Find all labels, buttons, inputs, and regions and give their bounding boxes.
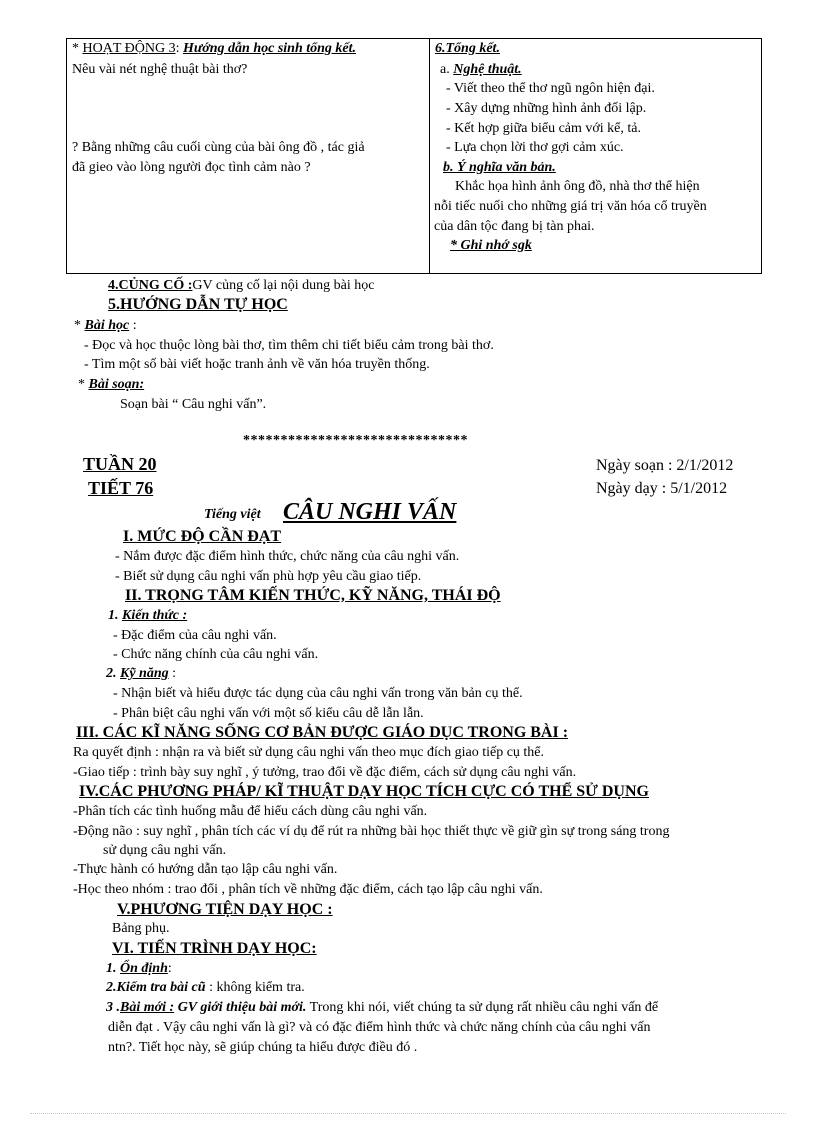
lesson-number: TIẾT 76 [88,478,154,498]
section3-title: III. CÁC KĨ NĂNG SỐNG CƠ BẢN ĐƯỢC GIÁO DỤC TRONG BÀI : [76,724,569,741]
meaning-line: của dân tộc đang bị tàn phai. [434,219,595,234]
art-prefix: a. [440,62,454,77]
prepare-heading [78,376,144,394]
step1-num: 1. [106,961,120,976]
step3-line1 [106,999,658,1017]
skill-label: Kỹ năng [120,666,169,681]
knowledge-heading [108,607,187,625]
prepare-label: Bài soạn: [88,377,145,392]
step2-label: 2.Kiểm tra bài cũ [106,980,206,995]
date-taught: Ngày dạy : 5/1/2012 [596,480,728,497]
skill-num: 2. [106,666,120,681]
table-column-divider [429,39,430,273]
skill-item: - Nhận biết và hiểu được tác dụng của câu nghi vấn trong văn bản cụ thể. [113,686,523,701]
art-item: - Xây dựng những hình ảnh đối lập. [446,101,647,116]
activity-colon: : [175,41,183,56]
meaning-line: Khắc họa hình ảnh ông đồ, nhà thơ thể hiện [455,179,700,194]
homework-prefix: * [74,318,85,333]
activity-heading [72,40,356,58]
question-art: Nêu vài nét nghệ thuật bài thơ? [72,62,248,77]
consolidate [108,277,375,295]
step3-line3: ntn?. Tiết học này, sẽ giúp chúng ta hiểu được điều đó . [108,1040,418,1055]
knowledge-num: 1. [108,608,122,623]
section4-item: -Phân tích các tình huống mẫu để hiểu cách dùng câu nghi vấn. [73,804,428,819]
page-footer-dotted-line [30,1113,786,1114]
homework-item: - Tìm một số bài viết hoặc tranh ảnh về văn hóa truyền thống. [84,357,430,372]
remember-note: * Ghi nhớ sgk [450,238,532,253]
step3-label: Bài mới : [120,1000,175,1015]
section5-title: V.PHƯƠNG TIỆN DẠY HỌC : [117,901,333,918]
consolidate-text: GV củng cố lại nội dung bài học [192,278,375,293]
question-feeling-line2: đã gieo vào lòng người đọc tình cảm nào ? [72,160,311,175]
section1-item: - Biết sử dụng câu nghi vấn phù hợp yêu cầu giao tiếp. [115,569,422,584]
self-study-heading: 5.HƯỚNG DẪN TỰ HỌC [108,296,288,313]
skill-item: - Phân biệt câu nghi vấn với một số kiểu câu dễ lẫn lẫn. [113,706,424,721]
art-heading [440,61,522,79]
knowledge-item: - Đặc điểm của câu nghi vấn. [113,628,277,643]
section1-item: - Nắm được đặc điểm hình thức, chức năng của câu nghi vấn. [115,549,460,564]
date-prepared: Ngày soạn : 2/1/2012 [596,457,734,474]
section6-title: VI. TIẾN TRÌNH DẠY HỌC: [112,940,317,957]
knowledge-label: Kiến thức : [122,608,188,623]
summary-heading: 6.Tổng kết. [435,41,500,56]
section5-text: Bảng phụ. [112,921,170,936]
activity-title: Hướng dẫn học sinh tổng kết. [182,41,357,56]
section4-item: -Động não : suy nghĩ , phân tích các ví dụ để rút ra những bài học thiết thực về giữ gìn sự trong sáng trong [73,824,670,839]
homework-colon: : [129,318,137,333]
section2-title: II. TRỌNG TÂM KIẾN THỨC, KỸ NĂNG, THÁI ĐỘ [125,587,501,604]
step1-colon: : [167,961,172,976]
art-item: - Kết hợp giữa biểu cảm với kể, tả. [446,121,642,136]
section4-title: IV.CÁC PHƯƠNG PHÁP/ KĨ THUẬT DẠY HỌC TÍCH CỰC CÓ THỂ SỬ DỤNG [79,783,649,800]
step2-text: : không kiểm tra. [205,980,305,995]
step3-intro: GV giới thiệu bài mới. [174,1000,307,1015]
art-item: - Lựa chọn lời thơ gợi cảm xúc. [446,140,624,155]
section1-title: I. MỨC ĐỘ CẦN ĐẠT [123,528,282,545]
art-title: Nghệ thuật. [453,62,522,77]
activity-label: HOẠT ĐỘNG 3 [82,41,176,56]
homework-item: - Đọc và học thuộc lòng bài thơ, tìm thêm chi tiết biểu cảm trong bài thơ. [84,338,494,353]
step2 [106,979,305,997]
question-feeling-line1: ? Bằng những câu cuối cùng của bài ông đồ , tác giả [72,140,365,155]
lesson-title: CÂU NGHI VẤN [283,499,457,525]
prepare-prefix: * [78,377,89,392]
consolidate-label: 4.CỦNG CỐ : [108,278,193,293]
meaning-line: nỗi tiếc nuối cho những giá trị văn hóa cổ truyền [434,199,707,214]
week-label: TUẦN 20 [83,454,157,474]
step3-line2: diễn đạt . Vậy câu nghi vấn là gì? và có đặc điểm hình thức và chức năng chính của câu nghi vấn [108,1020,651,1035]
section4-item: -Thực hành có hướng dẫn tạo lập câu nghi vấn. [73,862,338,877]
subject-label: Tiếng việt [204,507,261,522]
skill-colon: : [168,666,177,681]
step3-text: Trong khi nói, viết chúng ta sử dụng rất nhiều câu nghi vấn để [306,1000,659,1015]
meaning-heading: b. Ý nghĩa văn bản. [443,160,556,175]
step1 [106,960,172,978]
prepare-text: Soạn bài “ Câu nghi vấn”. [120,397,267,412]
step1-label: Ổn định [120,961,168,976]
section3-item: -Giao tiếp : trình bày suy nghĩ , ý tưởng, trao đổi về đặc điểm, cách sử dụng câu nghi vấn. [73,765,577,780]
step3-num: 3 . [106,1000,120,1015]
homework-heading [74,317,137,335]
section4-item: -Học theo nhóm : trao đổi , phân tích về những đặc điểm, cách tạo lập câu nghi vấn. [73,882,543,897]
knowledge-item: - Chức năng chính của câu nghi vấn. [113,647,319,662]
art-item: - Viết theo thể thơ ngũ ngôn hiện đại. [446,81,655,96]
activity-prefix: * [72,41,83,56]
separator-stars: ****************************** [243,433,468,448]
section3-item: Ra quyết định : nhận ra và biết sử dụng câu nghi vấn theo mục đích giao tiếp cụ thể. [73,745,545,760]
skill-heading [106,665,176,683]
section4-item: sử dụng câu nghi vấn. [103,843,227,858]
homework-label: Bài học [84,318,130,333]
